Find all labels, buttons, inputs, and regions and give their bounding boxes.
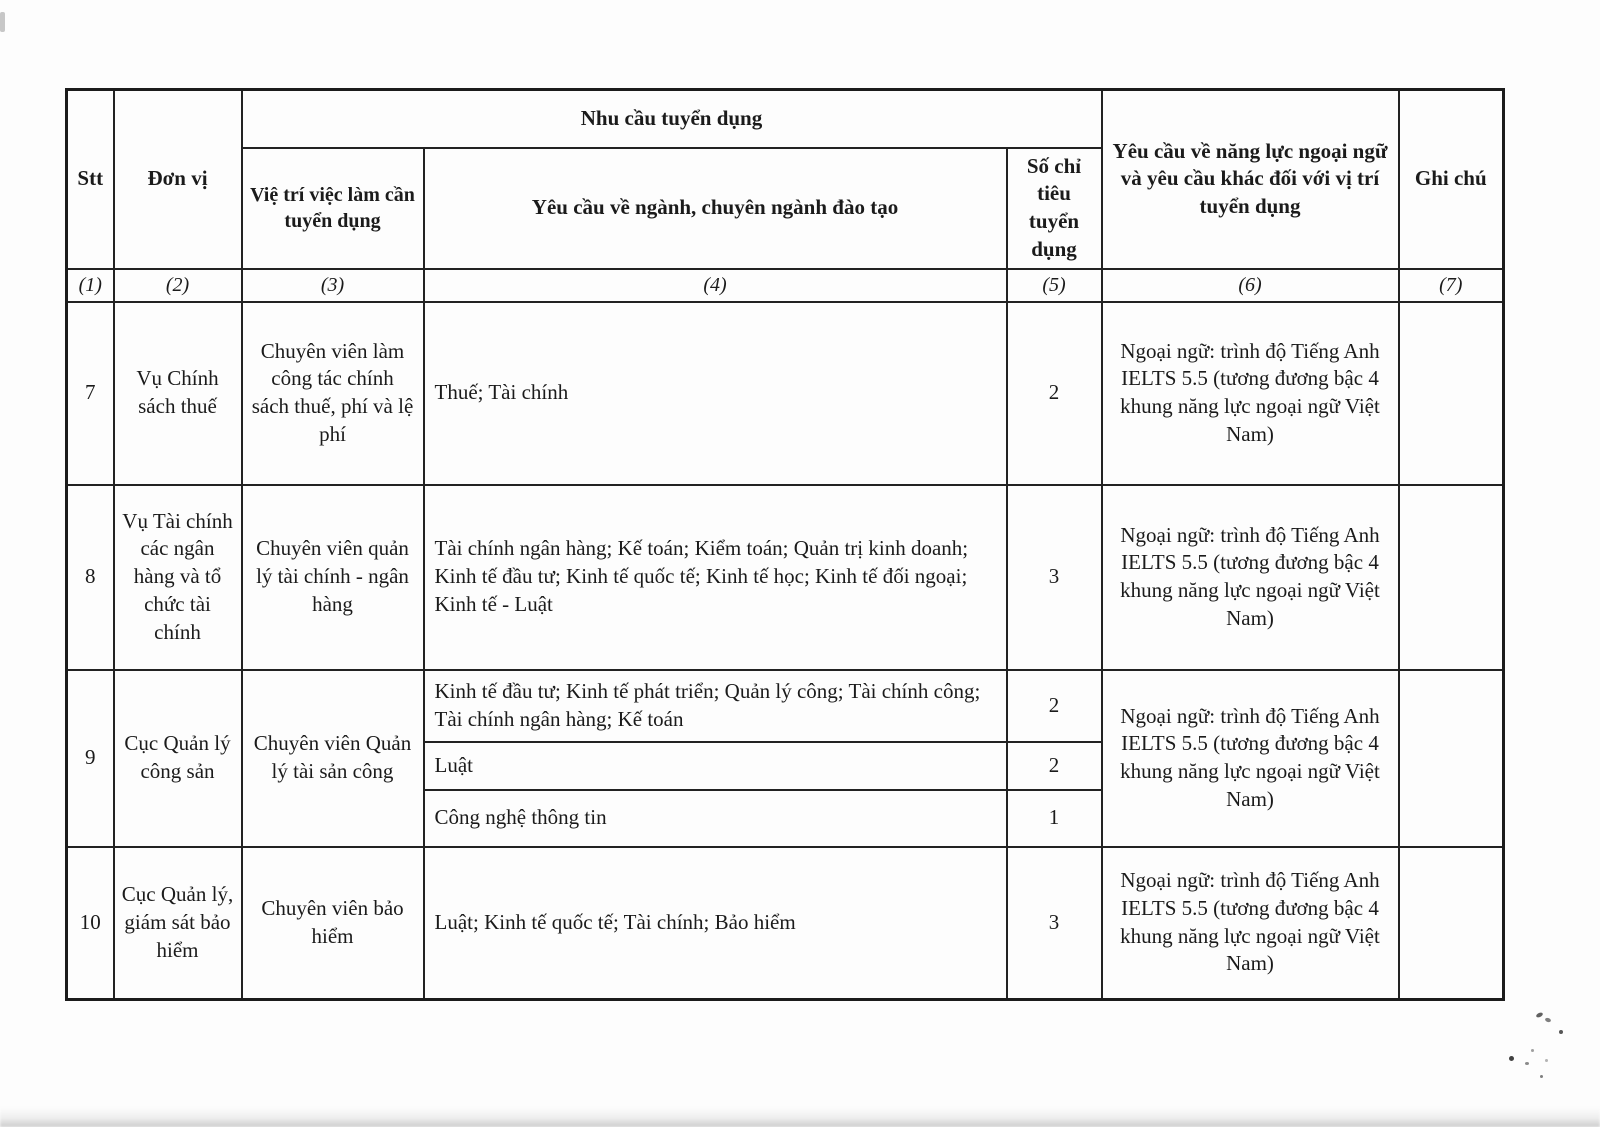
table-row bbox=[67, 485, 1504, 670]
row9-ngoai-ngu: Ngoại ngữ: trình độ Tiếng Anh IELTS 5.5 (tương đương bậc 4 khung năng lực ngoại ngữ Việt Nam) bbox=[1102, 670, 1399, 847]
row7-nganh: Thuế; Tài chính bbox=[424, 302, 1007, 485]
row9-stt: 9 bbox=[67, 670, 114, 847]
col-number-1: (1) bbox=[67, 269, 114, 302]
row10-ghi-chu bbox=[1399, 847, 1504, 1000]
row9-sub1-so-chi-tieu: 2 bbox=[1007, 670, 1102, 742]
col-number-7: (7) bbox=[1399, 269, 1504, 302]
col-number-2: (2) bbox=[114, 269, 242, 302]
row9-sub2-nganh: Luật bbox=[424, 742, 1007, 790]
row7-don-vi: Vụ Chính sách thuế bbox=[114, 302, 242, 485]
col-header-vi-tri: Việ trí việc làm cần tuyển dụng bbox=[242, 148, 424, 269]
col-header-nhu-cau-tuyen-dung: Nhu cầu tuyển dụng bbox=[242, 90, 1102, 148]
row8-stt: 8 bbox=[67, 485, 114, 670]
row10-so-chi-tieu: 3 bbox=[1007, 847, 1102, 1000]
table-row bbox=[67, 302, 1504, 485]
col-number-4: (4) bbox=[424, 269, 1007, 302]
row9-vi-tri: Chuyên viên Quản lý tài sản công bbox=[242, 670, 424, 847]
row10-don-vi: Cục Quản lý, giám sát bảo hiểm bbox=[114, 847, 242, 1000]
row8-ghi-chu bbox=[1399, 485, 1504, 670]
row10-stt: 10 bbox=[67, 847, 114, 1000]
row8-so-chi-tieu: 3 bbox=[1007, 485, 1102, 670]
row9-ghi-chu bbox=[1399, 670, 1504, 847]
row10-nganh: Luật; Kinh tế quốc tế; Tài chính; Bảo hiểm bbox=[424, 847, 1007, 1000]
row9-sub1-nganh: Kinh tế đầu tư; Kinh tế phát triển; Quản lý công; Tài chính công; Tài chính ngân hàng; Kế toán bbox=[424, 670, 1007, 742]
table-header-group-row bbox=[67, 90, 1504, 148]
col-number-3: (3) bbox=[242, 269, 424, 302]
row8-don-vi: Vụ Tài chính các ngân hàng và tổ chức tài chính bbox=[114, 485, 242, 670]
row7-so-chi-tieu: 2 bbox=[1007, 302, 1102, 485]
table-row bbox=[67, 670, 1504, 742]
col-header-ghi-chu: Ghi chú bbox=[1399, 90, 1504, 269]
col-number-5: (5) bbox=[1007, 269, 1102, 302]
row8-vi-tri: Chuyên viên quản lý tài chính - ngân hàng bbox=[242, 485, 424, 670]
scan-edge-mark bbox=[0, 12, 5, 32]
row7-vi-tri: Chuyên viên làm công tác chính sách thuế, phí và lệ phí bbox=[242, 302, 424, 485]
row9-sub3-nganh: Công nghệ thông tin bbox=[424, 790, 1007, 847]
scan-bottom-shadow bbox=[0, 1107, 1600, 1127]
row9-sub2-so-chi-tieu: 2 bbox=[1007, 742, 1102, 790]
column-numbering-row bbox=[67, 269, 1504, 302]
row8-nganh: Tài chính ngân hàng; Kế toán; Kiểm toán; Quản trị kinh doanh; Kinh tế đầu tư; Kinh tế quốc tế; Kinh tế học; Kinh tế đối ngoại; Kinh tế - Luật bbox=[424, 485, 1007, 670]
row7-ghi-chu bbox=[1399, 302, 1504, 485]
col-header-nganh: Yêu cầu về ngành, chuyên ngành đào tạo bbox=[424, 148, 1007, 269]
recruitment-table bbox=[65, 88, 1505, 1001]
col-number-6: (6) bbox=[1102, 269, 1399, 302]
row9-don-vi: Cục Quản lý công sản bbox=[114, 670, 242, 847]
col-header-don-vi: Đơn vị bbox=[114, 90, 242, 269]
row9-sub3-so-chi-tieu: 1 bbox=[1007, 790, 1102, 847]
row7-stt: 7 bbox=[67, 302, 114, 485]
row8-ngoai-ngu: Ngoại ngữ: trình độ Tiếng Anh IELTS 5.5 (tương đương bậc 4 khung năng lực ngoại ngữ Việt Nam) bbox=[1102, 485, 1399, 670]
col-header-ngoai-ngu: Yêu cầu về năng lực ngoại ngữ và yêu cầu khác đối với vị trí tuyển dụng bbox=[1102, 90, 1399, 269]
table-row bbox=[67, 847, 1504, 1000]
col-header-so-chi-tieu: Số chỉ tiêu tuyển dụng bbox=[1007, 148, 1102, 269]
row10-vi-tri: Chuyên viên bảo hiểm bbox=[242, 847, 424, 1000]
row10-ngoai-ngu: Ngoại ngữ: trình độ Tiếng Anh IELTS 5.5 (tương đương bậc 4 khung năng lực ngoại ngữ Việt Nam) bbox=[1102, 847, 1399, 1000]
row7-ngoai-ngu: Ngoại ngữ: trình độ Tiếng Anh IELTS 5.5 (tương đương bậc 4 khung năng lực ngoại ngữ Việt Nam) bbox=[1102, 302, 1399, 485]
col-header-stt: Stt bbox=[67, 90, 114, 269]
